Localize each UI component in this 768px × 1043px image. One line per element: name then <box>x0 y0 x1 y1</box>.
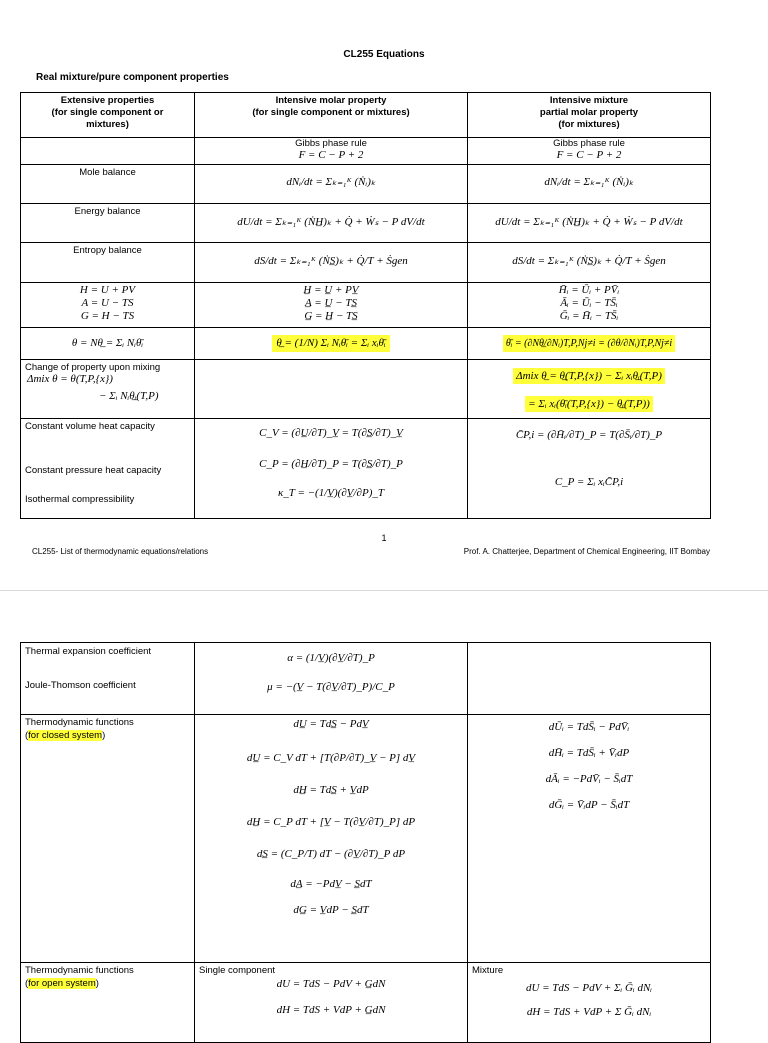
definitions-molar <box>195 283 468 328</box>
equation: A̲ = U̲ − TS̲ <box>305 297 357 309</box>
theta-molar <box>195 328 468 360</box>
row-label: Isothermal compressibility <box>25 494 135 505</box>
equation: dU/dt = Σₖ₌₁ᴷ (ṄH̲)ₖ + Q̇ + Ẇₛ − P dV/dt <box>237 216 425 228</box>
page-number: 1 <box>381 533 387 543</box>
equation: Δmix θ = θ(T,P,{x}) <box>27 373 113 385</box>
closed-system-partial <box>468 715 711 963</box>
thermo-functions-table <box>20 642 711 1043</box>
equation: dH̄ᵢ = TdS̄ᵢ + V̄ᵢdP <box>548 747 630 759</box>
section-title: Real mixture/pure component properties <box>36 72 229 83</box>
open-system-single <box>195 963 468 1043</box>
entropy-balance-partial <box>468 243 711 283</box>
equation: A = U − TS <box>81 297 134 309</box>
heat-capacity-molar <box>195 419 468 519</box>
table-header-row <box>21 93 711 138</box>
page-2 <box>0 590 768 1025</box>
highlighted-equation: θ̄ᵢ = (∂Nθ̲/∂Nᵢ)T,P,Nj≠i = (∂θ/∂Nᵢ)T,P,Nj≠i <box>503 335 675 352</box>
energy-balance-row <box>21 204 711 243</box>
equation: G = H − TS <box>80 310 135 322</box>
equation: dS/dt = Σₖ₌₁ᴷ (ṄS̲)ₖ + Q̇/T + Ṡgen <box>512 255 666 267</box>
theta-extensive <box>21 328 195 360</box>
equation: dḠᵢ = V̄ᵢdP − S̄ᵢdT <box>548 799 630 811</box>
header-line: Intensive mixture <box>549 95 629 106</box>
equation: dU̲ = TdS̲ − PdV̲ <box>293 718 369 730</box>
highlighted-equation: Δmix θ̲ = θ̲(T,P,{x}) − Σᵢ xᵢθ̲ᵢ(T,P) <box>513 368 665 384</box>
mole-balance-label: Mole balance <box>21 165 195 204</box>
gibbs-label-cell <box>21 138 195 165</box>
gibbs-equation: F = C − P + 2 <box>556 149 622 161</box>
highlighted-equation: = Σᵢ xᵢ(θ̄ᵢ(T,P,{x}) − θ̲ᵢ(T,P)) <box>525 396 653 412</box>
entropy-balance-label: Entropy balance <box>21 243 195 283</box>
equation: Āᵢ = Ūᵢ − TS̄ᵢ <box>560 297 618 309</box>
gibbs-row <box>21 138 711 165</box>
properties-table <box>20 92 711 519</box>
row-label: Thermodynamic functions <box>25 965 134 976</box>
equation: − Σᵢ Nᵢθ̲ᵢ(T,P) <box>99 390 159 402</box>
header-line: (for single component or <box>51 107 164 118</box>
equation: C_P = (∂H̲/∂T)_P = T(∂S̲/∂T)_P <box>259 458 403 470</box>
mixing-molar <box>195 360 468 419</box>
equation: dŪᵢ = TdS̄ᵢ − PdV̄ᵢ <box>548 721 630 733</box>
equation: dG̲ = V̲dP − S̲dT <box>293 904 369 916</box>
equation: θ = Nθ̲ = Σᵢ Nᵢθ̄ᵢ <box>71 337 144 349</box>
mole-balance-row <box>21 165 711 204</box>
energy-balance-molar <box>195 204 468 243</box>
equation: dNᵢ/dt = Σₖ₌₁ᴷ (Ṅᵢ)ₖ <box>286 176 376 188</box>
theta-row <box>21 328 711 360</box>
header-line: partial molar property <box>539 107 639 118</box>
gibbs-equation: F = C − P + 2 <box>298 149 364 161</box>
mole-balance-partial <box>468 165 711 204</box>
equation: H = U + PV <box>79 284 136 296</box>
row-label: Thermal expansion coefficient <box>25 646 152 657</box>
closed-system-row <box>21 715 711 963</box>
row-label: Constant pressure heat capacity <box>25 465 162 476</box>
equation: κ_T = −(1/V̲)(∂V̲/∂P)_T <box>278 487 384 499</box>
equation: C_V = (∂U̲/∂T)_V̲ = T(∂S̲/∂T)_V̲ <box>259 427 403 439</box>
row-label: Constant volume heat capacity <box>25 421 155 432</box>
equation: C_P = Σᵢ xᵢC̄P,i <box>554 476 624 488</box>
open-system-note: for open system <box>28 978 96 989</box>
thermal-expansion-row <box>21 643 711 715</box>
equation: dH = TdS + VdP + Σ Ḡᵢ dNᵢ <box>526 1006 652 1018</box>
entropy-balance-molar <box>195 243 468 283</box>
mixing-extensive <box>21 360 195 419</box>
heat-capacity-partial <box>468 419 711 519</box>
definitions-partial <box>468 283 711 328</box>
closed-system-note: for closed system <box>28 730 103 741</box>
gibbs-cell-partial <box>468 138 711 165</box>
equation: dS/dt = Σₖ₌₁ᴷ (ṄS̲)ₖ + Q̇/T + Ṡgen <box>254 255 408 267</box>
equation: dĀᵢ = −PdV̄ᵢ − S̄ᵢdT <box>545 773 633 785</box>
header-line: mixtures) <box>86 119 129 130</box>
heat-capacity-labels <box>21 419 195 519</box>
energy-balance-partial <box>468 204 711 243</box>
mixture-heading: Mixture <box>472 965 504 976</box>
equation: dS̲ = (C_P/T) dT − (∂V̲/∂T)_P dP <box>256 848 406 860</box>
gibbs-name: Gibbs phase rule <box>553 138 625 149</box>
header-line: Intensive molar property <box>275 95 387 106</box>
open-system-row <box>21 963 711 1043</box>
document-title: CL255 Equations <box>343 49 425 60</box>
open-system-label: Thermodynamic functions (for open system) <box>21 963 195 1043</box>
gibbs-name: Gibbs phase rule <box>295 138 367 149</box>
equation: dH̲ = C_P dT + [V̲ − T(∂V̲/∂T)_P] dP <box>246 816 416 828</box>
equation: dH = TdS + VdP + G̲dN <box>276 1004 386 1016</box>
thermal-expansion-molar <box>195 643 468 715</box>
equation: H̲ = U̲ + PV̲ <box>303 284 359 296</box>
equation: μ = −(V̲ − T(∂V̲/∂T)_P)/C_P <box>267 681 395 693</box>
single-component-heading: Single component <box>199 965 276 976</box>
heat-capacity-row <box>21 419 711 519</box>
mixing-partial <box>468 360 711 419</box>
footer-course-title: CL255- List of thermodynamic equations/relations <box>32 547 209 556</box>
equation: dNᵢ/dt = Σₖ₌₁ᴷ (Ṅᵢ)ₖ <box>544 176 634 188</box>
gibbs-cell-molar <box>195 138 468 165</box>
header-line: Extensive properties <box>60 95 155 106</box>
highlighted-equation: θ̲ = (1/N) Σᵢ Nᵢθ̄ᵢ = Σᵢ xᵢθ̄ᵢ <box>272 335 389 352</box>
equation: dU̲ = C_V dT + [T(∂P/∂T)_V̲ − P] dV̲ <box>246 752 416 764</box>
open-system-mixture <box>468 963 711 1043</box>
header-line: (for mixtures) <box>558 119 620 130</box>
equation: dA̲ = −PdV̲ − S̲dT <box>290 878 372 890</box>
thermal-expansion-partial <box>468 643 711 715</box>
mole-balance-molar <box>195 165 468 204</box>
closed-system-molar <box>195 715 468 963</box>
equation: α = (1/V̲)(∂V̲/∂T)_P <box>287 652 375 664</box>
theta-partial <box>468 328 711 360</box>
row-label: Joule-Thomson coefficient <box>25 680 136 691</box>
footer-author: Prof. A. Chatterjee, Department of Chemical Engineering, IIT Bombay <box>463 547 710 556</box>
entropy-balance-row <box>21 243 711 283</box>
thermal-expansion-labels <box>21 643 195 715</box>
mixing-label: Change of property upon mixing <box>25 362 161 373</box>
equation: Ḡᵢ = H̄ᵢ − TS̄ᵢ <box>559 310 619 322</box>
equation: dU = TdS − PdV + Σᵢ Ḡᵢ dNᵢ <box>525 982 653 994</box>
equation: dU = TdS − PdV + G̲dN <box>276 978 386 990</box>
equation: C̄P,i = (∂H̄ᵢ/∂T)_P = T(∂S̄ᵢ/∂T)_P <box>515 429 663 441</box>
header-extensive <box>21 93 195 138</box>
header-partial-molar <box>468 93 711 138</box>
equation: dH̲ = TdS̲ + V̲dP <box>293 784 369 796</box>
equation: H̄ᵢ = Ūᵢ + PV̄ᵢ <box>558 284 620 296</box>
energy-balance-label: Energy balance <box>21 204 195 243</box>
header-line: (for single component or mixtures) <box>252 107 410 118</box>
closed-system-label: Thermodynamic functions (for closed system) <box>21 715 195 963</box>
mixing-row <box>21 360 711 419</box>
equation: G̲ = H̲ − TS̲ <box>304 310 358 322</box>
definitions-row <box>21 283 711 328</box>
equation: dU/dt = Σₖ₌₁ᴷ (ṄH̲)ₖ + Q̇ + Ẇₛ − P dV/dt <box>495 216 683 228</box>
row-label: Thermodynamic functions <box>25 717 134 728</box>
definitions-extensive <box>21 283 195 328</box>
header-intensive-molar <box>195 93 468 138</box>
